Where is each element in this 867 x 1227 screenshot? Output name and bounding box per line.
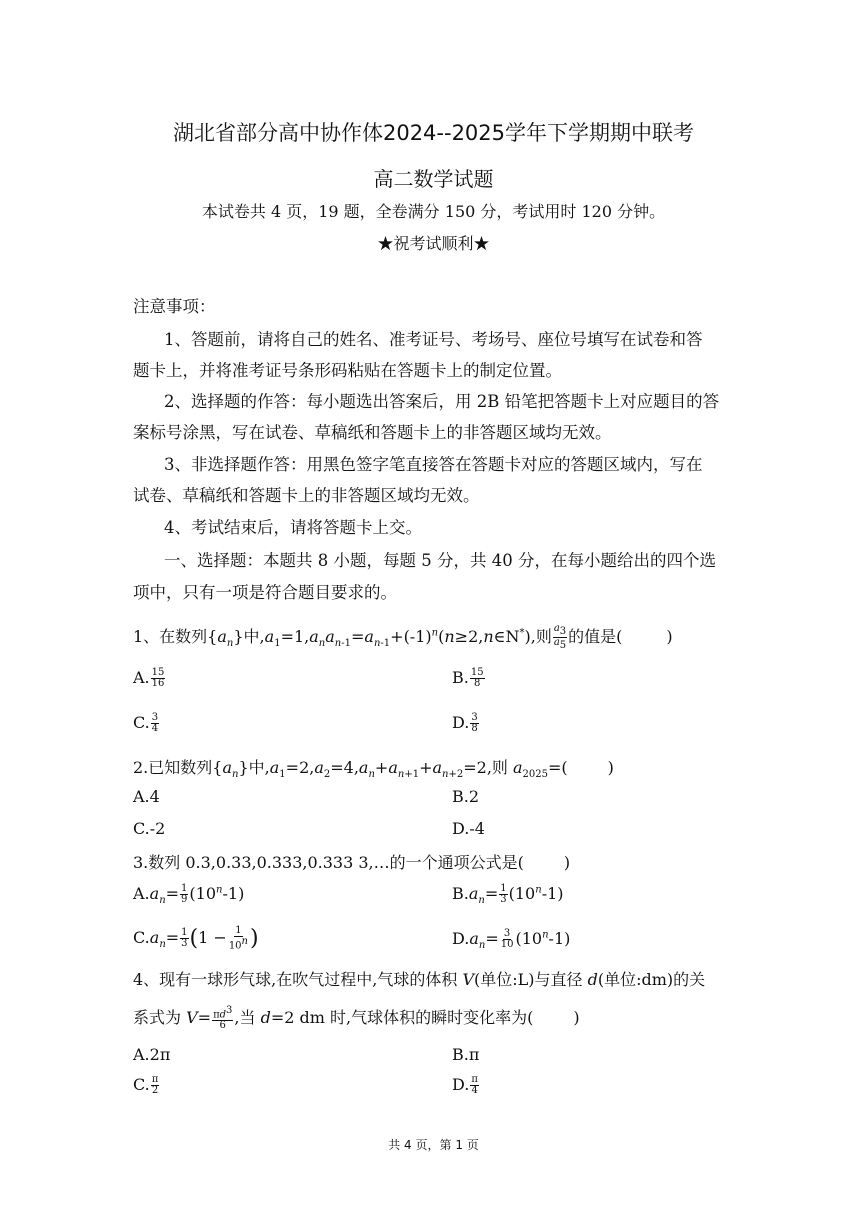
- notice-item-3-line-2: 试卷、草稿纸和答题卡上的非答题区域均无效。: [133, 486, 480, 505]
- question-2-option-d[interactable]: D.-4: [452, 819, 485, 838]
- question-1-option-a[interactable]: A. $\frac{15}{16}$: [133, 667, 165, 689]
- question-2-option-c[interactable]: C.-2: [133, 819, 166, 838]
- notice-item-1-line-2: 题卡上，并将准考证号条形码粘贴在答题卡上的制定位置。: [133, 361, 562, 380]
- question-1-option-c[interactable]: C. $\frac{3}{4}$: [133, 712, 159, 734]
- section-1-line-2: 项中，只有一项是符合题目要求的。: [133, 583, 397, 602]
- question-4-stem-line-1: 4、现有一球形气球,在吹气过程中,气球的体积 V(单位:L)与直径 d(单位:dm)的关: [133, 970, 706, 989]
- question-3-option-d[interactable]: $D.a_n=$ $\frac{3}{10}$ (10$^n$-1): [452, 928, 571, 952]
- question-4-option-c[interactable]: C. $\frac{\pi}{2}$: [133, 1074, 159, 1096]
- question-4-option-b[interactable]: B.π: [452, 1045, 480, 1064]
- question-2-option-b[interactable]: B.2: [452, 787, 480, 806]
- notice-item-2-line-1: 2、选择题的作答：每小题选出答案后，用 2B 铅笔把答题卡上对应题目的答: [164, 392, 720, 411]
- question-1-stem: 1、在数列$\{a_n\}$中$,a_1=1,a_na_{n-1}=a_{n-1}+(-1)^n(n\ge 2,n\in N^*)$,则 $\frac{a_3}{a_5}$ 的值是( ): [133, 623, 673, 651]
- page-footer: 共 4 页，第 1 页: [388, 1138, 479, 1152]
- question-4-option-a[interactable]: A.2π: [133, 1045, 171, 1064]
- question-2-stem: 2.已知数列$\{a_n\}$中$,a_1=2,a_2=4,a_n+a_{n+1}+a_{n+2}=2$,则 $a_{2025}=$( ): [133, 758, 614, 781]
- a3-over-a5-fraction: $\frac{a_3}{a_5}$: [553, 623, 567, 651]
- notice-item-3-line-1: 3、非选择题作答：用黑色签字笔直接答在答题卡对应的答题区域内，写在: [164, 455, 703, 474]
- question-2-option-a[interactable]: A.4: [133, 787, 160, 806]
- question-4-stem-line-2: 系式为 V= $\frac{\pi d^3}{6}$ ,当 d=2 dm 时,气球体积的瞬时变化率为( ): [133, 1004, 580, 1032]
- notice-item-1-line-1: 1、答题前，请将自己的姓名、准考证号、考场号、座位号填写在试卷和答: [164, 330, 703, 349]
- section-1-line-1: 一、选择题：本题共 8 小题，每题 5 分，共 40 分，在每小题给出的四个选: [164, 551, 716, 570]
- question-3-option-a[interactable]: $A.a_n=$ $\frac{1}{9}$ (10$^n$-1): [133, 883, 245, 907]
- notice-item-4: 4、考试结束后，请将答题卡上交。: [164, 518, 422, 537]
- question-1-option-b[interactable]: B. $\frac{15}{8}$: [452, 667, 484, 689]
- question-3-option-b[interactable]: $B.a_n=$ $\frac{1}{3}$ (10$^n$-1): [452, 883, 564, 907]
- volume-formula-fraction: $\frac{\pi d^3}{6}$: [213, 1004, 233, 1032]
- exam-subtitle: 高二数学试题: [373, 167, 494, 191]
- question-3-stem: 3.数列 0.3,0.33,0.333,0.333 3,…的一个通项公式是( ): [133, 853, 571, 872]
- exam-info: 本试卷共 4 页，19 题，全卷满分 150 分，考试用时 120 分钟。: [201, 202, 666, 221]
- notice-heading: 注意事项：: [133, 297, 216, 316]
- question-3-option-c[interactable]: $C.a_n=$ $\frac{1}{3}$ (1 − $\frac{1}{10^n}$ ): [133, 925, 259, 952]
- notice-item-2-line-2: 案标号涂黑，写在试卷、草稿纸和答题卡上的非答题区域均无效。: [133, 423, 612, 442]
- blessing: ★祝考试顺利★: [377, 234, 490, 253]
- question-4-option-d[interactable]: D. $\frac{\pi}{4}$: [452, 1074, 478, 1096]
- exam-title: 湖北省部分高中协作体2024--2025学年下学期期中联考: [172, 121, 695, 145]
- question-1-option-d[interactable]: D. $\frac{3}{8}$: [452, 712, 478, 734]
